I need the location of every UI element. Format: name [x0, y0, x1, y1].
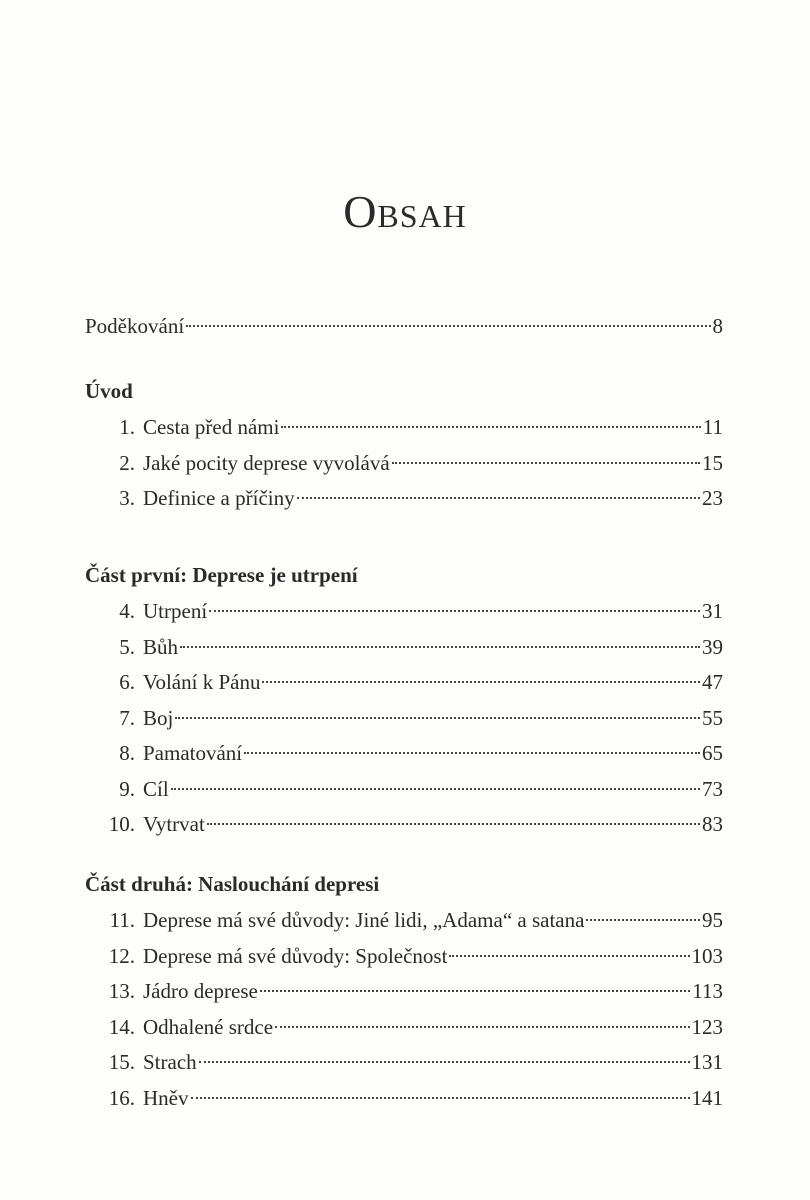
section-heading: Část první: Deprese je utrpení — [85, 563, 358, 587]
entry-title: Hněv — [143, 1085, 189, 1110]
dot-leader — [244, 752, 700, 754]
toc-entry[interactable] — [85, 1010, 723, 1046]
entry-page: 65 — [702, 741, 723, 765]
toc-entry[interactable] — [85, 630, 723, 666]
entry-title: Utrpení — [143, 599, 208, 623]
entry-page: 31 — [702, 599, 723, 623]
toc-section — [85, 372, 723, 517]
toc-entry[interactable] — [85, 1081, 723, 1117]
entry-page: 73 — [702, 776, 723, 801]
entry-title: Bůh — [143, 634, 179, 659]
dot-leader — [262, 681, 700, 683]
entry-page: 123 — [691, 1014, 723, 1039]
entry-title: Deprese má své důvody: Společnost — [143, 943, 448, 968]
toc-entry[interactable] — [85, 772, 723, 808]
entry-page: 95 — [702, 908, 723, 932]
entry-number: 10. — [108, 812, 135, 836]
toc-entry[interactable] — [85, 701, 723, 737]
toc-section — [85, 865, 723, 1116]
toc-entry[interactable] — [85, 974, 723, 1010]
entry-title: Strach — [143, 1050, 197, 1074]
toc-entry[interactable] — [85, 939, 723, 975]
section-heading: Část druhá: Naslouchání depresi — [85, 872, 380, 896]
entry-number: 2. — [119, 450, 135, 475]
entry-page: 83 — [702, 812, 723, 836]
dot-leader — [180, 646, 700, 648]
entry-number: 3. — [119, 486, 135, 510]
entry-page: 141 — [691, 1085, 723, 1110]
dot-leader — [449, 955, 689, 957]
toc-entry[interactable] — [85, 1045, 723, 1081]
toc-entry[interactable] — [85, 665, 723, 701]
entry-number: 9. — [119, 776, 135, 801]
entry-number: 4. — [119, 599, 135, 623]
entry-number: 1. — [119, 415, 135, 439]
dot-leader — [186, 325, 710, 327]
entry-title: Definice a příčiny — [143, 486, 295, 510]
entry-title: Boj — [143, 705, 174, 730]
entry-page: 11 — [702, 415, 723, 439]
entry-page: 113 — [692, 979, 723, 1003]
entry-title: Volání k Pánu — [143, 670, 261, 694]
entry-number: 15. — [108, 1050, 135, 1074]
toc-entry[interactable] — [85, 446, 723, 482]
dot-leader — [392, 462, 700, 464]
entry-page: 39 — [702, 634, 723, 659]
toc-entry[interactable] — [85, 481, 723, 517]
entry-page: 47 — [702, 670, 723, 694]
entry-page: 8 — [712, 314, 723, 338]
dot-leader — [260, 990, 690, 992]
dot-leader — [297, 497, 700, 499]
entry-title: Jádro deprese — [143, 979, 258, 1003]
entry-title: Vytrvat — [143, 812, 205, 836]
entry-title: Pamatování — [143, 741, 243, 765]
page-title: Obsah — [343, 186, 467, 237]
dot-leader — [191, 1097, 690, 1099]
entry-title: Jaké pocity deprese vyvolává — [143, 450, 390, 475]
dot-leader — [209, 610, 700, 612]
entry-title: Odhalené srdce — [143, 1014, 274, 1039]
toc-entry[interactable] — [85, 807, 723, 843]
entry-number: 6. — [119, 670, 135, 694]
entry-page: 15 — [702, 450, 723, 475]
entry-title: Cesta před námi — [143, 415, 280, 439]
toc-entry[interactable] — [85, 736, 723, 772]
entry-number: 7. — [119, 705, 135, 730]
entry-number: 5. — [119, 634, 135, 659]
dot-leader — [207, 823, 700, 825]
entry-page: 103 — [691, 943, 723, 968]
toc-entry[interactable] — [85, 309, 723, 345]
entry-title: Cíl — [143, 776, 169, 801]
section-heading: Úvod — [85, 379, 133, 403]
dot-leader — [281, 426, 700, 428]
entry-number: 11. — [109, 908, 135, 932]
entry-page: 55 — [702, 705, 723, 730]
entry-number: 14. — [108, 1014, 135, 1039]
dot-leader — [199, 1061, 690, 1063]
entry-title: Deprese má své důvody: Jiné lidi, „Adama“ a satana — [143, 908, 585, 932]
entry-page: 131 — [691, 1050, 723, 1074]
entry-number: 8. — [119, 741, 135, 765]
toc-entry[interactable] — [85, 594, 723, 630]
toc-entry[interactable] — [85, 410, 723, 446]
entry-number: 16. — [108, 1085, 135, 1110]
entry-page: 23 — [702, 486, 723, 510]
dot-leader — [171, 788, 700, 790]
dot-leader — [175, 717, 700, 719]
dot-leader — [586, 919, 700, 921]
entry-number: 13. — [108, 979, 135, 1003]
toc-top — [85, 309, 723, 345]
toc-entry[interactable] — [85, 903, 723, 939]
toc-section — [85, 556, 723, 843]
entry-number: 12. — [108, 943, 135, 968]
entry-title: Poděkování — [85, 314, 185, 338]
dot-leader — [275, 1026, 689, 1028]
